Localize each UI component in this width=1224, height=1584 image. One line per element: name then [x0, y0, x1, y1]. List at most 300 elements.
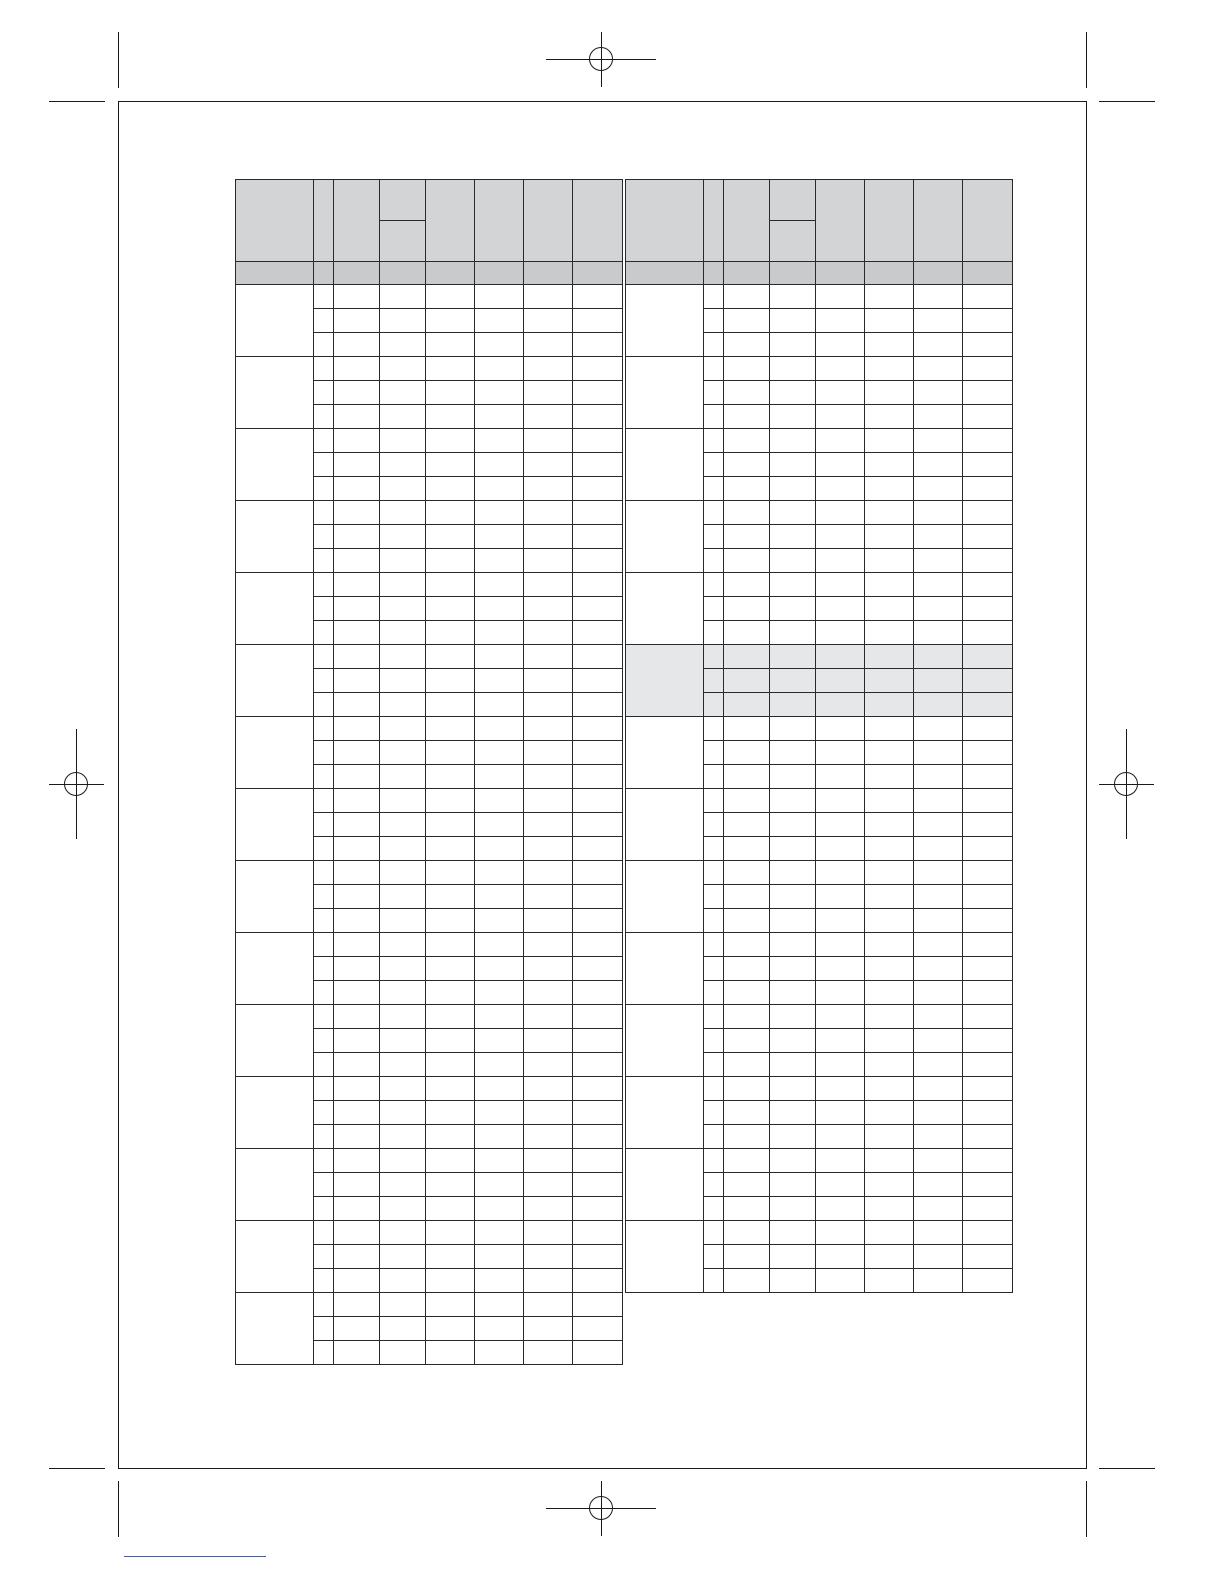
table-cell [770, 717, 816, 741]
table-cell [770, 789, 816, 813]
header-cell [380, 180, 426, 221]
table-row [626, 573, 1013, 597]
table-row [236, 1005, 623, 1029]
table-cell [334, 573, 380, 597]
table-cell [334, 957, 380, 981]
table-cell [573, 741, 623, 765]
table-cell [724, 525, 770, 549]
table-cell [426, 1125, 475, 1149]
table-row [236, 861, 623, 885]
table-cell [704, 1077, 724, 1101]
table-cell [314, 1053, 334, 1077]
table-cell [524, 525, 573, 549]
table-cell [334, 1053, 380, 1077]
table-cell [426, 429, 475, 453]
header-cell [963, 180, 1013, 262]
table-cell [770, 1101, 816, 1125]
table-cell [475, 1197, 524, 1221]
subheader-cell [314, 262, 334, 285]
table-cell [475, 1341, 524, 1365]
subheader-cell [426, 262, 475, 285]
table-cell [573, 957, 623, 981]
table-cell [524, 1341, 573, 1365]
table-cell [704, 525, 724, 549]
table-cell [770, 909, 816, 933]
table-cell [704, 765, 724, 789]
table-cell [334, 1221, 380, 1245]
table-cell [314, 981, 334, 1005]
table-cell [475, 333, 524, 357]
table-cell [914, 405, 963, 429]
table-cell [380, 1293, 426, 1317]
table-cell [475, 501, 524, 525]
table-cell [963, 357, 1013, 381]
group-label-cell [236, 861, 314, 933]
group-label-cell [236, 429, 314, 501]
table-cell [865, 861, 914, 885]
table-cell [573, 933, 623, 957]
table-cell [380, 1149, 426, 1173]
table-cell [573, 717, 623, 741]
table-cell [380, 501, 426, 525]
table-cell [914, 669, 963, 693]
table-cell [573, 1125, 623, 1149]
table-cell [914, 1101, 963, 1125]
table-cell [865, 693, 914, 717]
table-cell [865, 717, 914, 741]
table-cell [704, 357, 724, 381]
table-cell [704, 309, 724, 333]
table-cell [524, 765, 573, 789]
table-cell [334, 1125, 380, 1149]
group-label-cell [626, 789, 704, 861]
table-cell [573, 381, 623, 405]
table-cell [963, 1221, 1013, 1245]
table-cell [865, 1125, 914, 1149]
table-cell [770, 1005, 816, 1029]
table-cell [865, 405, 914, 429]
table-cell [724, 981, 770, 1005]
table-cell [475, 981, 524, 1005]
table-cell [475, 1005, 524, 1029]
table-cell [770, 525, 816, 549]
table-cell [426, 1149, 475, 1173]
table-cell [963, 789, 1013, 813]
table-cell [314, 1221, 334, 1245]
crop-mark-top-right-v [1086, 32, 1087, 88]
table-cell [816, 501, 865, 525]
table-cell [334, 1293, 380, 1317]
table-cell [475, 1245, 524, 1269]
table-cell [380, 429, 426, 453]
table-cell [724, 909, 770, 933]
table-cell [380, 525, 426, 549]
table-cell [816, 861, 865, 885]
table-cell [963, 837, 1013, 861]
subheader-cell [573, 262, 623, 285]
table-cell [770, 981, 816, 1005]
table-cell [573, 789, 623, 813]
table-cell [475, 789, 524, 813]
table-cell [865, 1245, 914, 1269]
table-cell [524, 333, 573, 357]
table-cell [914, 1245, 963, 1269]
table-cell [334, 549, 380, 573]
table-cell [426, 333, 475, 357]
table-cell [524, 789, 573, 813]
group-label-cell [626, 717, 704, 789]
table-cell [426, 981, 475, 1005]
table-cell [770, 573, 816, 597]
table-cell [963, 453, 1013, 477]
table-cell [816, 1197, 865, 1221]
table-cell [914, 1005, 963, 1029]
table-cell [865, 933, 914, 957]
table-cell [704, 981, 724, 1005]
table-cell [334, 1173, 380, 1197]
subheader-cell [914, 262, 963, 285]
table-cell [770, 381, 816, 405]
table-cell [524, 669, 573, 693]
table-cell [865, 741, 914, 765]
table-cell [724, 477, 770, 501]
header-cell [380, 221, 426, 262]
table-cell [314, 1293, 334, 1317]
table-row [236, 285, 623, 309]
table-cell [963, 717, 1013, 741]
table-cell [704, 381, 724, 405]
table-cell [524, 453, 573, 477]
table-cell [380, 597, 426, 621]
table-cell [573, 477, 623, 501]
table-cell [914, 813, 963, 837]
table-cell [963, 1173, 1013, 1197]
table-row [236, 429, 623, 453]
group-label-cell [626, 501, 704, 573]
header-cell [236, 180, 314, 262]
table-cell [704, 405, 724, 429]
table-cell [524, 1269, 573, 1293]
table-cell [770, 1269, 816, 1293]
group-label-cell [236, 1149, 314, 1221]
table-cell [963, 1197, 1013, 1221]
table-cell [524, 885, 573, 909]
table-cell [524, 645, 573, 669]
table-cell [865, 381, 914, 405]
table-cell [380, 405, 426, 429]
group-label-cell [236, 789, 314, 861]
subheader-cell [816, 262, 865, 285]
table-cell [573, 1053, 623, 1077]
table-cell [963, 1005, 1013, 1029]
table-cell [816, 1245, 865, 1269]
table-cell [573, 1149, 623, 1173]
table-cell [963, 549, 1013, 573]
table-cell [314, 1197, 334, 1221]
table-cell [380, 981, 426, 1005]
table-cell [573, 333, 623, 357]
table-cell [573, 909, 623, 933]
subheader-row [626, 262, 1013, 285]
table-cell [914, 501, 963, 525]
table-cell [426, 645, 475, 669]
table-cell [524, 429, 573, 453]
table-cell [475, 309, 524, 333]
table-cell [704, 741, 724, 765]
table-cell [380, 909, 426, 933]
table-row [626, 933, 1013, 957]
table-cell [334, 501, 380, 525]
table-cell [865, 1173, 914, 1197]
table-cell [380, 1317, 426, 1341]
table-cell [426, 477, 475, 501]
table-cell [426, 813, 475, 837]
table-cell [704, 477, 724, 501]
table-cell [524, 621, 573, 645]
table-cell [334, 405, 380, 429]
table-row [626, 1077, 1013, 1101]
table-cell [573, 1293, 623, 1317]
table-cell [724, 501, 770, 525]
crop-mark-bottom-left-h [49, 1468, 105, 1469]
table-cell [314, 1077, 334, 1101]
table-cell [724, 309, 770, 333]
table-cell [865, 285, 914, 309]
table-cell [865, 501, 914, 525]
table-cell [573, 885, 623, 909]
table-cell [426, 765, 475, 789]
table-cell [704, 933, 724, 957]
table-cell [314, 1101, 334, 1125]
header-cell [816, 180, 865, 262]
table-cell [704, 597, 724, 621]
table-cell [573, 453, 623, 477]
table-cell [314, 669, 334, 693]
table-cell [914, 1149, 963, 1173]
table-row [626, 789, 1013, 813]
table-cell [724, 1053, 770, 1077]
table-cell [475, 285, 524, 309]
registration-mark-icon [64, 772, 88, 796]
table-cell [963, 861, 1013, 885]
table-cell [334, 861, 380, 885]
group-label-cell [626, 1005, 704, 1077]
table-cell [573, 1197, 623, 1221]
table-cell [770, 453, 816, 477]
group-label-cell [236, 285, 314, 357]
table-cell [334, 1317, 380, 1341]
registration-mark-icon [589, 47, 613, 71]
group-label-cell [236, 717, 314, 789]
table-cell [963, 885, 1013, 909]
table-cell [816, 357, 865, 381]
table-cell [704, 693, 724, 717]
table-cell [914, 573, 963, 597]
table-cell [704, 501, 724, 525]
table-cell [816, 549, 865, 573]
table-cell [724, 645, 770, 669]
table-cell [314, 285, 334, 309]
table-cell [770, 1149, 816, 1173]
table-cell [704, 789, 724, 813]
table-cell [770, 597, 816, 621]
table-cell [573, 525, 623, 549]
table-cell [426, 453, 475, 477]
table-cell [524, 1293, 573, 1317]
table-cell [573, 861, 623, 885]
crop-mark-top-left-v [118, 32, 119, 88]
table-cell [524, 573, 573, 597]
table-cell [426, 1221, 475, 1245]
table-cell [865, 1053, 914, 1077]
table-cell [524, 1197, 573, 1221]
table-row [236, 501, 623, 525]
table-cell [573, 597, 623, 621]
table-cell [475, 765, 524, 789]
table-cell [314, 861, 334, 885]
table-cell [770, 1053, 816, 1077]
table-cell [963, 621, 1013, 645]
table-cell [426, 1005, 475, 1029]
group-label-cell [626, 1149, 704, 1221]
table-cell [865, 549, 914, 573]
table-cell [704, 717, 724, 741]
table-cell [475, 693, 524, 717]
table-cell [816, 837, 865, 861]
table-cell [770, 669, 816, 693]
table-cell [816, 885, 865, 909]
table-cell [314, 1173, 334, 1197]
table-cell [816, 1173, 865, 1197]
group-label-cell [236, 573, 314, 645]
table-cell [475, 885, 524, 909]
table-cell [334, 453, 380, 477]
group-label-cell [236, 1005, 314, 1077]
table-cell [963, 1125, 1013, 1149]
table-cell [704, 1173, 724, 1197]
table-cell [334, 357, 380, 381]
table-row [626, 1005, 1013, 1029]
group-label-cell [626, 933, 704, 1005]
table-cell [704, 1221, 724, 1245]
table-cell [963, 381, 1013, 405]
table-cell [770, 357, 816, 381]
table-cell [524, 981, 573, 1005]
table-cell [334, 477, 380, 501]
table-cell [524, 1317, 573, 1341]
table-cell [314, 357, 334, 381]
table-cell [334, 333, 380, 357]
table-cell [524, 813, 573, 837]
header-cell [475, 180, 524, 262]
right-table [625, 179, 1013, 1293]
table-cell [475, 1125, 524, 1149]
table-cell [724, 1029, 770, 1053]
table-cell [573, 1029, 623, 1053]
table-cell [816, 765, 865, 789]
table-row [626, 501, 1013, 525]
table-cell [475, 909, 524, 933]
table-cell [426, 597, 475, 621]
table-cell [334, 741, 380, 765]
table-cell [475, 549, 524, 573]
table-cell [963, 501, 1013, 525]
table-cell [704, 837, 724, 861]
table-cell [816, 1077, 865, 1101]
table-cell [524, 549, 573, 573]
group-label-cell [626, 429, 704, 501]
table-cell [426, 1245, 475, 1269]
subheader-row [236, 262, 623, 285]
header-cell [573, 180, 623, 262]
table-cell [426, 1293, 475, 1317]
table-cell [770, 477, 816, 501]
subheader-cell [475, 262, 524, 285]
table-cell [865, 597, 914, 621]
table-cell [380, 1125, 426, 1149]
table-cell [724, 621, 770, 645]
subheader-cell [724, 262, 770, 285]
table-cell [914, 525, 963, 549]
table-cell [380, 765, 426, 789]
table-cell [314, 1125, 334, 1149]
table-cell [770, 957, 816, 981]
table-cell [704, 1101, 724, 1125]
table-cell [724, 885, 770, 909]
table-cell [380, 333, 426, 357]
table-cell [816, 1053, 865, 1077]
table-cell [914, 1077, 963, 1101]
table-cell [426, 1053, 475, 1077]
subheader-cell [770, 262, 816, 285]
header-cell [770, 180, 816, 221]
table-cell [314, 693, 334, 717]
header-cell [914, 180, 963, 262]
table-cell [380, 1029, 426, 1053]
table-cell [573, 1269, 623, 1293]
table-cell [573, 501, 623, 525]
table-cell [573, 357, 623, 381]
table-cell [865, 1221, 914, 1245]
table-cell [914, 837, 963, 861]
table-cell [770, 405, 816, 429]
table-cell [475, 357, 524, 381]
table-cell [704, 1125, 724, 1149]
table-cell [314, 429, 334, 453]
table-cell [724, 597, 770, 621]
header-cell [626, 180, 704, 262]
table-cell [724, 1077, 770, 1101]
table-cell [914, 693, 963, 717]
crop-mark-top-right-h [1099, 101, 1155, 102]
group-label-cell [236, 501, 314, 573]
table-cell [816, 1221, 865, 1245]
header-cell [334, 180, 380, 262]
table-cell [426, 1029, 475, 1053]
table-cell [816, 693, 865, 717]
table-cell [426, 909, 475, 933]
table-cell [865, 453, 914, 477]
table-cell [334, 717, 380, 741]
table-cell [865, 1005, 914, 1029]
table-cell [573, 429, 623, 453]
table-cell [380, 717, 426, 741]
table-cell [426, 837, 475, 861]
table-cell [380, 861, 426, 885]
table-cell [426, 861, 475, 885]
table-cell [704, 1149, 724, 1173]
table-cell [816, 1269, 865, 1293]
